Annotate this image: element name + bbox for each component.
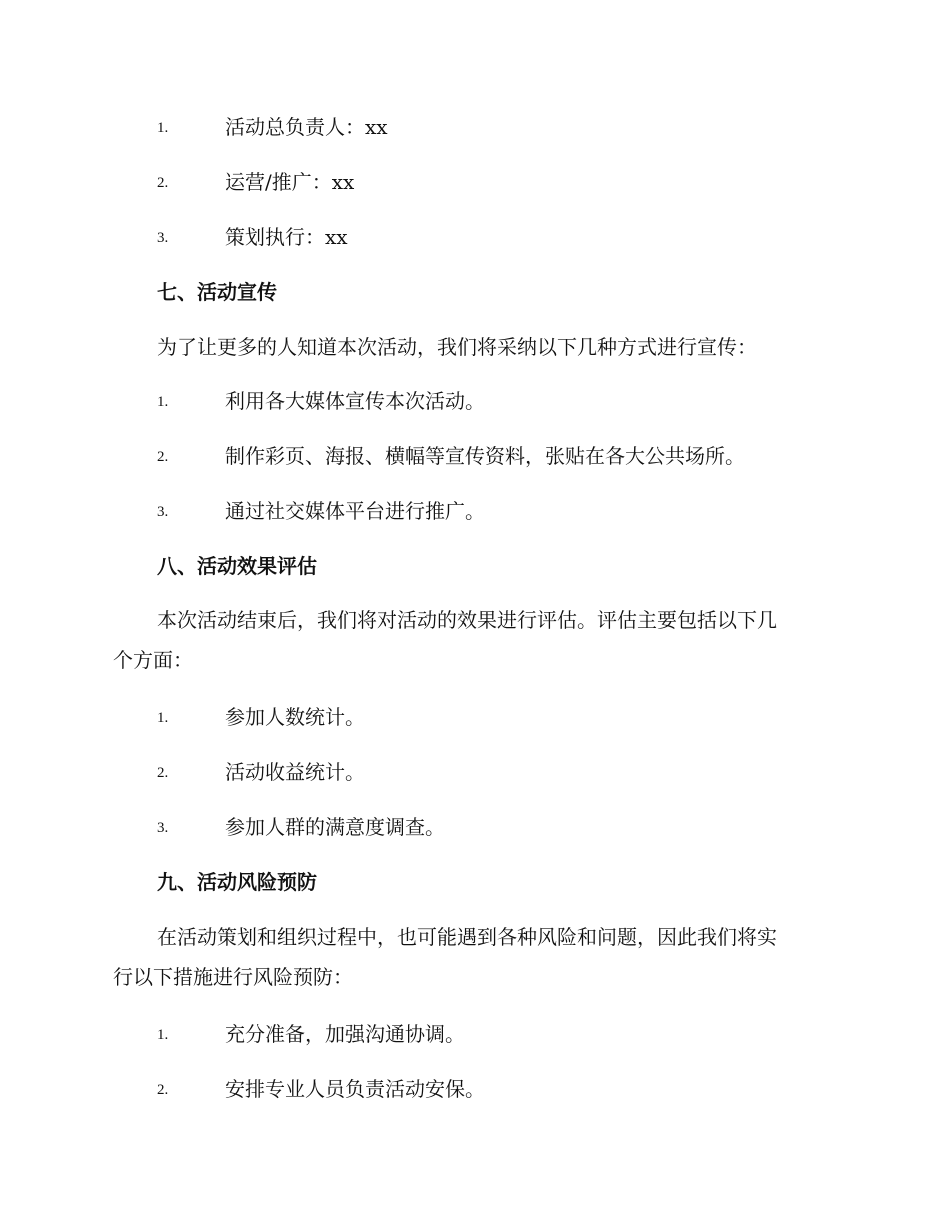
list-text: 策划执行：xx bbox=[225, 225, 348, 249]
list-number: 2. bbox=[157, 765, 169, 781]
section-heading: 七、活动宣传 bbox=[157, 280, 277, 304]
list-number: 1. bbox=[157, 394, 169, 410]
list-text: 运营/推广：xx bbox=[225, 170, 355, 194]
paragraph-line: 行以下措施进行风险预防： bbox=[113, 965, 353, 989]
list-number: 3. bbox=[157, 820, 169, 836]
paragraph bbox=[113, 327, 833, 367]
list-text: 安排专业人员负责活动安保。 bbox=[225, 1077, 485, 1101]
section-heading: 九、活动风险预防 bbox=[157, 870, 317, 894]
list-number: 2. bbox=[157, 175, 169, 191]
list-number: 3. bbox=[157, 504, 169, 520]
list-text: 活动总负责人：xx bbox=[225, 115, 388, 139]
paragraph-line: 为了让更多的人知道本次活动，我们将采纳以下几种方式进行宣传： bbox=[157, 335, 757, 359]
list-number: 2. bbox=[157, 449, 169, 465]
section-heading: 八、活动效果评估 bbox=[157, 554, 317, 578]
list-text: 活动收益统计。 bbox=[225, 760, 365, 784]
paragraph bbox=[113, 917, 833, 997]
paragraph bbox=[113, 600, 833, 680]
list-number: 1. bbox=[157, 120, 169, 136]
list-text: 充分准备，加强沟通协调。 bbox=[225, 1022, 465, 1046]
paragraph-line: 本次活动结束后，我们将对活动的效果进行评估。评估主要包括以下几 bbox=[157, 608, 777, 632]
list-text: 参加人数统计。 bbox=[225, 705, 365, 729]
list-text: 利用各大媒体宣传本次活动。 bbox=[225, 389, 485, 413]
paragraph-line: 在活动策划和组织过程中，也可能遇到各种风险和问题，因此我们将实 bbox=[157, 925, 777, 949]
list-text: 参加人群的满意度调查。 bbox=[225, 815, 445, 839]
list-number: 1. bbox=[157, 1027, 169, 1043]
list-number: 1. bbox=[157, 710, 169, 726]
list-number: 2. bbox=[157, 1082, 169, 1098]
paragraph-line: 个方面： bbox=[113, 648, 193, 672]
list-text: 通过社交媒体平台进行推广。 bbox=[225, 499, 485, 523]
list-number: 3. bbox=[157, 230, 169, 246]
list-text: 制作彩页、海报、横幅等宣传资料，张贴在各大公共场所。 bbox=[225, 444, 745, 468]
